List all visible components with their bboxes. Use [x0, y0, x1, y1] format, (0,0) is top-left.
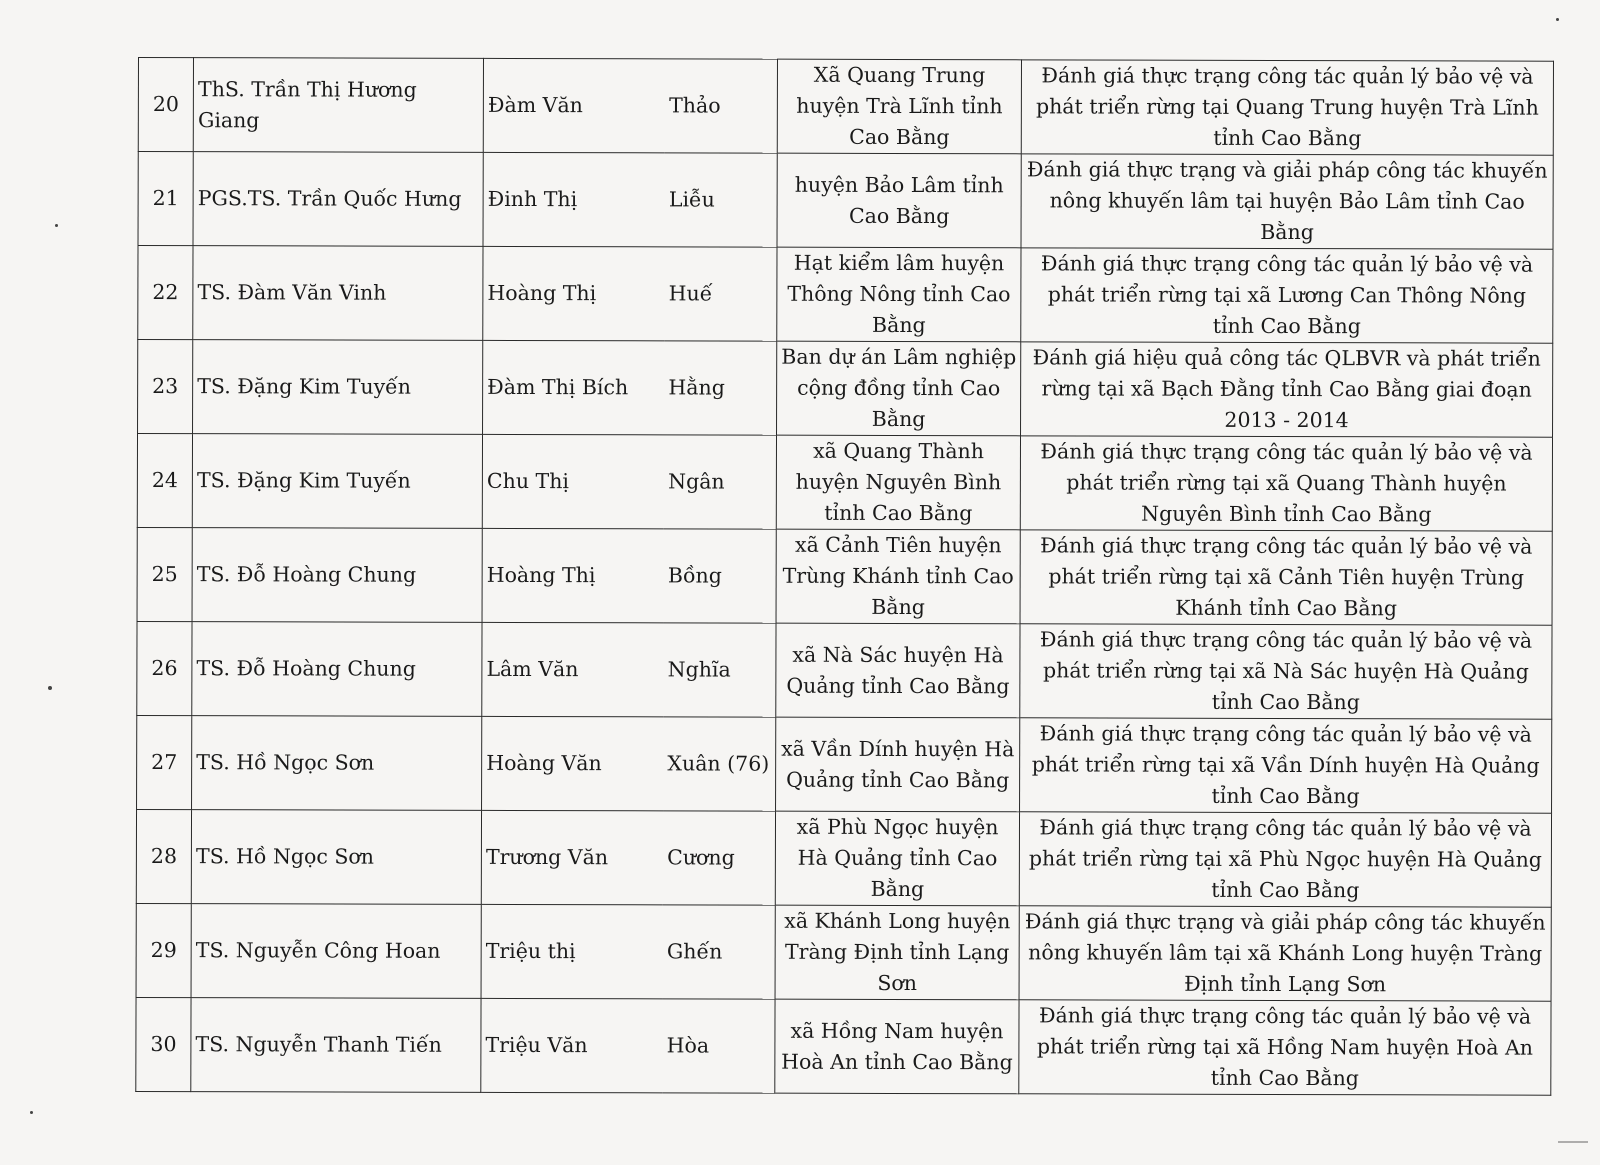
scan-speck [30, 1111, 33, 1114]
row-number: 25 [137, 527, 192, 621]
internship-location: xã Phù Ngọc huyện Hà Quảng tỉnh Cao Bằng [775, 811, 1019, 906]
student-first-name: Hòa [663, 999, 776, 1093]
student-last-name: Đàm Thị Bích [483, 340, 665, 434]
table-row [138, 58, 1553, 156]
student-first-name: Hằng [664, 341, 777, 435]
row-number: 24 [137, 434, 192, 528]
student-last-name: Chu Thị [482, 434, 664, 528]
thesis-topic: Đánh giá thực trạng công tác quản lý bảo vệ và phát triển rừng tại xã Cảnh Tiên huyện Trùng Khánh tỉnh Cao Bằng [1020, 530, 1552, 625]
internship-location: Xã Quang Trung huyện Trà Lĩnh tỉnh Cao Bằng [777, 59, 1021, 154]
red-stamp-edge [548, 1143, 708, 1157]
table-row [137, 527, 1552, 625]
supervisor-name: TS. Đặng Kim Tuyến [192, 434, 482, 529]
table-row [137, 621, 1552, 719]
internship-location: Ban dự án Lâm nghiệp cộng đồng tỉnh Cao Bằng [777, 341, 1021, 436]
student-first-name: Huế [665, 247, 778, 341]
supervisor-name: PGS.TS. Trần Quốc Hưng [193, 152, 483, 247]
student-first-name: Nghĩa [664, 623, 777, 717]
table-row [137, 715, 1552, 813]
student-last-name: Đàm Văn [483, 58, 665, 152]
supervisor-name: TS. Đỗ Hoàng Chung [192, 622, 482, 717]
table-row [138, 152, 1553, 250]
internship-location: xã Cảnh Tiên huyện Trùng Khánh tỉnh Cao Bằng [776, 529, 1020, 624]
supervisor-name: TS. Nguyễn Thanh Tiến [191, 998, 481, 1093]
thesis-topic: Đánh giá thực trạng công tác quản lý bảo vệ và phát triển rừng tại xã Quang Thành huyện Nguyên Bình tỉnh Cao Bằng [1020, 436, 1552, 531]
internship-location: xã Nà Sác huyện Hà Quảng tỉnh Cao Bằng [776, 623, 1020, 718]
internship-location: xã Quang Thành huyện Nguyên Bình tỉnh Cao Bằng [776, 435, 1020, 530]
thesis-topic: Đánh giá thực trạng và giải pháp công tác khuyến nông khuyến lâm tại xã Khánh Long huyện Tràng Định tỉnh Lạng Sơn [1019, 906, 1551, 1001]
student-last-name: Triệu thị [481, 904, 663, 998]
row-number: 20 [138, 58, 193, 152]
student-first-name: Ngân [664, 435, 777, 529]
table-row [138, 340, 1553, 438]
row-number: 29 [136, 903, 191, 997]
student-first-name: Ghến [663, 905, 776, 999]
scan-speck [48, 686, 52, 690]
student-last-name: Trương Văn [481, 810, 663, 904]
internship-location: xã Khánh Long huyện Tràng Định tỉnh Lạng Sơn [775, 905, 1019, 1000]
internship-location: xã Vần Dính huyện Hà Quảng tỉnh Cao Bằng [776, 717, 1020, 812]
student-first-name: Thảo [665, 59, 778, 153]
student-last-name: Hoàng Thị [483, 246, 665, 340]
row-number: 27 [137, 715, 192, 809]
student-first-name: Bồng [664, 529, 777, 623]
student-last-name: Đinh Thị [483, 152, 665, 246]
thesis-topic: Đánh giá thực trạng công tác quản lý bảo vệ và phát triển rừng tại xã Vần Dính huyện Hà Quảng tỉnh Cao Bằng [1020, 718, 1552, 813]
scan-speck [1556, 18, 1559, 21]
supervisor-name: TS. Đàm Văn Vinh [193, 246, 483, 341]
supervisor-name: TS. Nguyễn Công Hoan [191, 904, 481, 999]
internship-location: xã Hồng Nam huyện Hoà An tỉnh Cao Bằng [775, 999, 1019, 1094]
row-number: 21 [138, 152, 193, 246]
student-first-name: Xuân (76) [663, 717, 776, 811]
supervisor-name: TS. Đặng Kim Tuyến [193, 340, 483, 435]
thesis-assignment-table [135, 57, 1554, 1096]
thesis-topic: Đánh giá thực trạng công tác quản lý bảo vệ và phát triển rừng tại Quang Trung huyện Trà Lĩnh tỉnh Cao Bằng [1021, 60, 1553, 155]
table-row [138, 246, 1553, 344]
row-number: 26 [137, 621, 192, 715]
row-number: 28 [136, 809, 191, 903]
thesis-topic: Đánh giá thực trạng công tác quản lý bảo vệ và phát triển rừng tại xã Hồng Nam huyện Hoà An tỉnh Cao Bằng [1019, 1000, 1551, 1095]
internship-location: huyện Bảo Lâm tỉnh Cao Bằng [777, 153, 1021, 248]
thesis-topic: Đánh giá thực trạng và giải pháp công tác khuyến nông khuyến lâm tại huyện Bảo Lâm tỉnh Cao Bằng [1021, 154, 1553, 249]
supervisor-name: TS. Hồ Ngọc Sơn [192, 716, 482, 811]
student-last-name: Triệu Văn [481, 998, 663, 1092]
table-row [137, 434, 1552, 532]
thesis-topic: Đánh giá thực trạng công tác quản lý bảo vệ và phát triển rừng tại xã Lương Can Thông Nông tỉnh Cao Bằng [1021, 248, 1553, 343]
student-first-name: Liễu [665, 153, 778, 247]
supervisor-name: TS. Đỗ Hoàng Chung [192, 528, 482, 623]
student-last-name: Hoàng Thị [482, 528, 664, 622]
thesis-topic: Đánh giá hiệu quả công tác QLBVR và phát triển rừng tại xã Bạch Đằng tỉnh Cao Bằng giai đoạn 2013 - 2014 [1021, 342, 1553, 437]
row-number: 22 [138, 246, 193, 340]
student-last-name: Lâm Văn [482, 622, 664, 716]
supervisor-name: TS. Hồ Ngọc Sơn [191, 810, 481, 905]
student-first-name: Cương [663, 811, 776, 905]
table-body [136, 58, 1554, 1096]
supervisor-name: ThS. Trần Thị Hương Giang [193, 58, 483, 153]
table-row [136, 903, 1551, 1001]
scan-speck [55, 224, 58, 227]
row-number: 23 [138, 340, 193, 434]
row-number: 30 [136, 997, 191, 1091]
table-row [136, 809, 1551, 907]
scan-corner-mark [1558, 1141, 1588, 1157]
table-row [136, 997, 1551, 1095]
thesis-topic: Đánh giá thực trạng công tác quản lý bảo vệ và phát triển rừng tại xã Nà Sác huyện Hà Quảng tỉnh Cao Bằng [1020, 624, 1552, 719]
internship-location: Hạt kiểm lâm huyện Thông Nông tỉnh Cao Bằng [777, 247, 1021, 342]
thesis-topic: Đánh giá thực trạng công tác quản lý bảo vệ và phát triển rừng tại xã Phù Ngọc huyện Hà Quảng tỉnh Cao Bằng [1019, 812, 1551, 907]
student-last-name: Hoàng Văn [482, 716, 664, 810]
